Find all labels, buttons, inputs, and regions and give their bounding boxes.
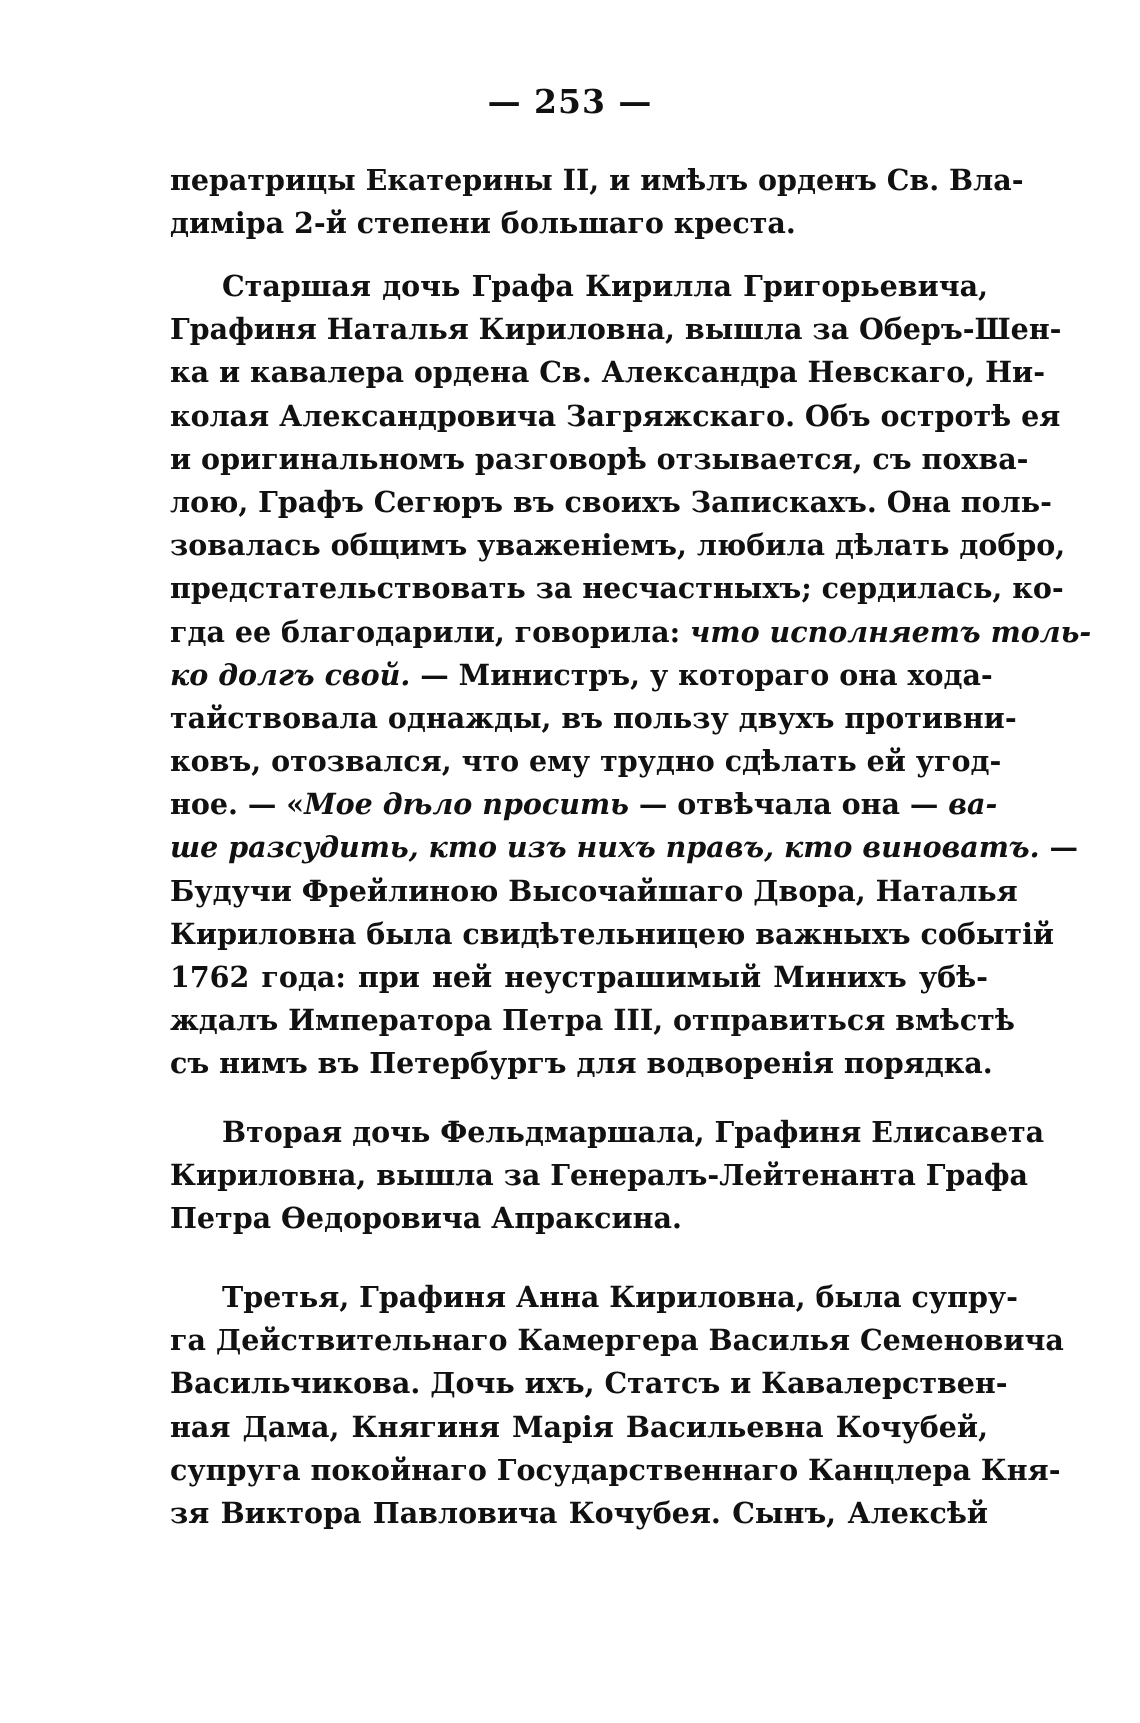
text-line: ка и кавалера ордена Св. Александра Невскаго, Ни- [170, 355, 1046, 390]
italic-span: Мое дѣло просить [304, 787, 629, 822]
italic-span: ва- [948, 787, 998, 822]
text-line: Графиня Наталья Кириловна, вышла за Оберъ-Шен- [170, 312, 1062, 347]
text-line: Старшая дочь Графа Кирилла Григорьевича, [222, 269, 988, 303]
text-line: ковъ, отозвался, что ему трудно сдѣлать ей угод- [170, 744, 1002, 779]
text-span: — отвѣчала она — [628, 787, 949, 822]
text-line [170, 783, 998, 826]
text-span: — [1039, 830, 1079, 865]
text-line: лою, Графъ Сегюръ въ своихъ Запискахъ. Она поль- [170, 484, 1052, 519]
text-line: тайствовала однажды, въ пользу двухъ противни- [170, 700, 1017, 735]
text-line: супруга покойнаго Государственнаго Канцлера Кня- [170, 1452, 1061, 1487]
text-line: зя Виктора Павловича Кочубея. Сынъ, Алексѣй [170, 1495, 988, 1530]
italic-span: ко долгъ свой. [170, 657, 411, 692]
text-line: ператрицы Екатерины II, и имѣлъ орденъ Св. Вла- [170, 163, 1024, 197]
text-line: 1762 года: при ней неустрашимый Минихъ убѣ- [170, 960, 988, 994]
text-line: предстательствовать за несчастныхъ; сердилась, ко- [170, 571, 1064, 606]
text-line: Будучи Фрейлиною Высочайшаго Двора, Наталья [170, 873, 1018, 908]
text-span: — Министръ, у котораго она хода- [410, 657, 993, 692]
text-line: ная Дама, Княгиня Марія Васильевна Кочубей, [170, 1409, 988, 1444]
text-line: ждалъ Императора Петра III, отправиться вмѣстѣ [170, 1003, 1015, 1038]
paragraph-natalya [170, 265, 1092, 1086]
text-line: Кириловна была свидѣтельницею важныхъ событій [170, 916, 1055, 951]
text-line: диміра 2-й степени большаго креста. [170, 206, 796, 241]
text-line: колая Александровича Загряжскаго. Объ остротѣ ея [170, 398, 1061, 433]
italic-span: ше разсудить, кто изъ нихъ правъ, кто виноватъ. [170, 830, 1040, 865]
text-span: ное. — « [170, 787, 305, 822]
text-line [170, 654, 993, 697]
page-number: — 253 — [487, 82, 653, 121]
paragraph-anna [170, 1276, 1064, 1535]
text-line: Васильчикова. Дочь ихъ, Статсъ и Кавалерствен- [170, 1366, 1008, 1401]
italic-span: что исполняетъ толь- [690, 614, 1092, 649]
text-line [170, 826, 1079, 869]
text-line: га Действительнаго Камергера Василья Семеновича [170, 1323, 1064, 1358]
text-span: гда ее благодарили, говорила: [170, 614, 691, 649]
text-line: и оригинальномъ разговорѣ отзывается, съ похва- [170, 441, 1029, 476]
text-line: Третья, Графиня Анна Кириловна, была супру- [222, 1280, 1018, 1314]
text-line: зовалась общимъ уваженіемъ, любила дѣлать добро, [170, 528, 1066, 563]
paragraph-continuation [170, 159, 1024, 245]
text-line: Кириловна, вышла за Генералъ-Лейтенанта Графа [170, 1158, 1028, 1193]
text-line: съ нимъ въ Петербургъ для водворенія порядка. [170, 1046, 993, 1081]
paragraph-elisaveta [170, 1111, 1045, 1241]
text-line [170, 611, 1092, 654]
text-line: Петра Ѳедоровича Апраксина. [170, 1201, 682, 1236]
text-line: Вторая дочь Фельдмаршала, Графиня Елисавета [222, 1115, 1045, 1149]
